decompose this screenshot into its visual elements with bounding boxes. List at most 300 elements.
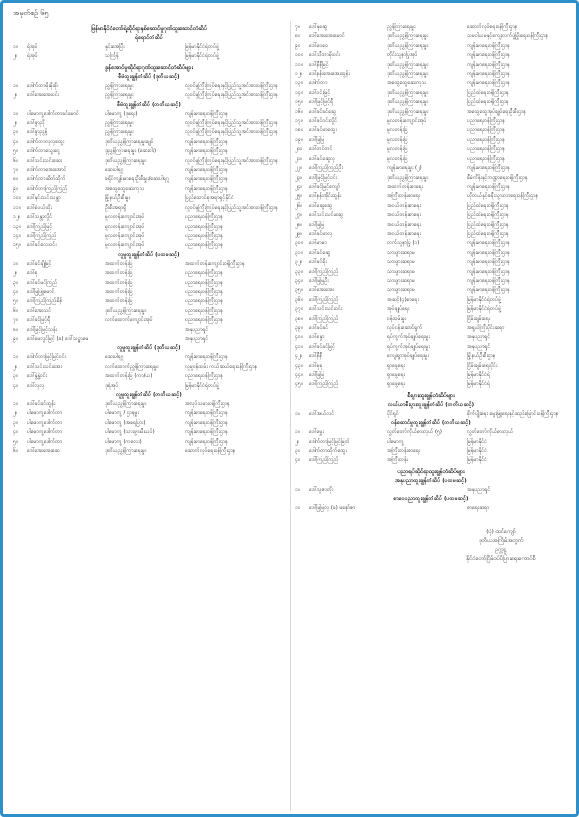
entry-number: ၂။ — [13, 363, 18, 370]
recipient-name: ဒေါ်ကြည်မြင့် — [27, 223, 53, 230]
section-subtitle: လူမှုထူးချွန်တံဆိပ် (ဒုတိယဆင့်) — [117, 345, 181, 352]
entry-number: ၂၃။ — [295, 174, 303, 181]
recipient-position: ရှာဖွေရေး — [387, 381, 406, 388]
recipient-department: အလုပ်သမားဝန်ကြီးဌာန — [185, 401, 230, 407]
recipient-department: ကျန်းမာရေးဝန်ကြီးဌာန — [467, 42, 510, 49]
recipient-position: ရှာဖွေရေး — [387, 362, 406, 369]
recipient-position: ဒုတိယညွှန်ကြားရေးမှူးချုပ် — [105, 138, 154, 145]
award-row — [13, 447, 285, 456]
recipient-department: အထွေထွေအုပ်ချုပ်ရေးဦးစီးဌာန — [467, 108, 526, 115]
award-row — [295, 286, 567, 295]
entry-number: ၃။ — [13, 279, 18, 286]
recipient-department: ဆောက်လုပ်ရေးဝန်ကြီးဌာန — [467, 24, 518, 30]
recipient-department: ဆောက်လုပ်ရေးဝန်ကြီးဌာန — [185, 448, 236, 455]
award-row — [295, 380, 567, 389]
recipient-name: ဒေါ်ခင်စိုး — [309, 259, 327, 266]
recipient-department: ကျန်းမာရေးဝန်ကြီးဌာန — [185, 148, 228, 155]
right-column — [295, 23, 567, 564]
award-row — [13, 428, 285, 437]
award-row — [295, 42, 567, 51]
award-row — [295, 192, 567, 201]
recipient-name: ဒေါ်ခင်ဆွေ — [309, 249, 331, 256]
recipient-department: ပညာရေးဝန်ကြီးဌာန — [185, 242, 223, 249]
entry-number: ၂။ — [13, 92, 18, 99]
recipient-department: ကျန်းမာရေးဝန်ကြီးဌာန — [467, 80, 510, 87]
recipient-position: လုပ်ငန်းဆောင်ရွက် — [387, 325, 423, 331]
recipient-name: ဒေါ်နုဆွေ — [309, 24, 327, 30]
entry-number: ၄၂။ — [295, 353, 303, 360]
recipient-position: မူလတန်းကျောင်းအုပ် — [105, 214, 145, 221]
recipient-name: ဒေါ်အေးအေးမောင် — [309, 33, 345, 40]
recipient-department: စီမံကိန်းနှင့်ဘဏ္ဍာရေးဝန်ကြီးဌာန — [467, 174, 528, 181]
signature-note: ဒုတိယအကြိမ်အတွက် — [478, 537, 524, 544]
entry-number: ၄။ — [13, 138, 18, 145]
award-row — [295, 438, 567, 447]
recipient-name: ပါမောက္ခဒေါက်တာ — [27, 410, 63, 417]
award-row — [295, 32, 567, 41]
recipient-position: ပါမောက္ခ — [387, 438, 404, 445]
recipient-position: ဆေးပါရဂူ — [105, 354, 124, 361]
recipient-name: ဒေါ်သင်းသင်းဝင်း — [309, 306, 343, 313]
award-row — [295, 89, 567, 98]
entry-number: ၂။ — [13, 410, 18, 417]
entry-number: ၃၄။ — [295, 277, 303, 284]
recipient-department: လူမှုဝန်ထမ်း ကယ်ဆယ်ရေးဝန်ကြီးဌာန — [185, 363, 258, 370]
recipient-position — [105, 335, 185, 344]
entry-number: ၂။ — [13, 53, 18, 60]
recipient-department: ပညာရေးဝန်ကြီးဌာန — [467, 118, 505, 125]
award-list — [13, 353, 285, 391]
award-row — [295, 126, 567, 135]
recipient-department: ပြည်ထဲရေးဝန်ကြီးဌာန — [467, 212, 509, 219]
entry-number: ၁၄။ — [295, 89, 303, 96]
award-row — [295, 174, 567, 183]
recipient-name: ဒေါ်မာမာ — [309, 240, 327, 247]
recipient-name: ဒေါ်ခင်ချိုမြင့် — [27, 260, 52, 267]
entry-number: ၃။ — [295, 448, 300, 455]
recipient-department: ပညာရေးဝန်ကြီးဌာန — [185, 232, 223, 239]
award-list — [295, 428, 567, 466]
award-row — [13, 400, 285, 409]
recipient-position: မူလတန်းပြ — [387, 155, 408, 162]
recipient-name: ဒေါက်တာမိုးမိုးစိုး — [27, 82, 59, 89]
recipient-position: မူလတန်းပြ — [387, 146, 408, 153]
recipient-name: ရဲအုပ် — [27, 44, 38, 50]
recipient-name: ဒေါ်ခင်ခင်မြင့် — [309, 343, 335, 350]
entry-number: ၆။ — [13, 448, 18, 455]
recipient-department: အနုပညာရှင် — [185, 326, 209, 333]
award-row — [295, 249, 567, 258]
recipient-name: ဒေါ်နီနီ — [309, 353, 323, 360]
recipient-position: ပါမောက္ခ / ဌာနမှူး — [105, 410, 139, 417]
recipient-department: မြန်မာနိုင်ငံ — [467, 448, 488, 455]
award-row — [13, 147, 285, 156]
recipient-name: ဒေါ်ခင်ခင်ဆွေ — [309, 108, 336, 115]
entry-number: ၃၀။ — [295, 240, 303, 247]
recipient-position: သားဖွားဆရာမ — [387, 249, 415, 256]
entry-number: ၁၁။ — [295, 61, 303, 68]
recipient-name: ဒေါ်အေးအေး — [309, 287, 335, 294]
recipient-name: ဒေါက်တာလှလှထွေး — [27, 138, 65, 145]
recipient-department: ကျန်းမာရေးဝန်ကြီးဌာန — [185, 176, 228, 183]
entry-number: ၂၆။ — [295, 202, 303, 209]
award-row — [13, 241, 285, 250]
recipient-name: ဒေါ်ခင်ခင်ထွန်း — [27, 401, 56, 407]
recipient-name: ဒေါ်သူဇာတိုး — [309, 486, 334, 493]
entry-number: ၁၄။ — [13, 232, 21, 239]
recipient-department: ပညာရေးဝန်ကြီးဌာန — [185, 214, 223, 221]
recipient-position: ပါမောက္ခ (အရေပြား) — [105, 419, 146, 426]
recipient-department: အနုပညာရှင် — [467, 334, 491, 341]
recipient-department: လူဝင်မှုကြီးကြပ်ရေးနှင့်ပြည်သူ့အင်အားဝန်ကြီးဌာန — [185, 120, 278, 127]
entry-number: ၈။ — [13, 326, 18, 333]
entry-number: ၁၂။ — [295, 71, 303, 78]
recipient-name: ဒေါ်သီတာမိုးဝင်း — [309, 52, 341, 59]
section-title: ခွန်အောင်မှုဆိုင်ရာဂုဏ်ထူးဆောင်တံဆိပ်များ — [105, 64, 193, 71]
entry-number: ၃။ — [13, 373, 18, 380]
recipient-position: ဒုညွှန်ကြားရေးမှူး (ဆေးဝါး) — [105, 148, 156, 155]
recipient-department: မြန်မာနိုင်ငံရဲ — [467, 372, 491, 379]
recipient-department: ပညာရေးဝန်ကြီးဌာန — [185, 279, 223, 286]
recipient-department: အနုပညာရှင် — [185, 335, 209, 342]
recipient-department: ကျန်းမာရေးဝန်ကြီးဌာန — [467, 183, 510, 190]
recipient-department: ပြည်ထောင်စုအရာရှင့်နိုင်ငံ — [185, 195, 234, 202]
award-list — [295, 410, 567, 419]
award-row — [295, 70, 567, 79]
recipient-position: ညွှန်ကြားရေးမှူး — [105, 82, 134, 89]
award-row — [295, 456, 567, 465]
recipient-position: ဒုတိယညွှန်ကြားရေးမှူး — [105, 157, 147, 164]
award-row — [295, 136, 567, 145]
entry-number: ၁၃။ — [13, 223, 21, 230]
section-subtitle: ဝန်ဆောင်မှုထူးချွန်တံဆိပ် (တတိယဆင့်) — [391, 420, 471, 427]
entry-number: ၁။ — [295, 410, 300, 417]
entry-number: ၁။ — [13, 110, 18, 117]
entry-number: ၃၅။ — [295, 287, 303, 294]
award-row — [295, 221, 567, 230]
recipient-position: ဒုတိယညွှန်ကြားရေးမှူး — [387, 71, 429, 78]
award-row — [13, 232, 285, 241]
recipient-department: အနုပညာရှင် — [467, 343, 491, 350]
recipient-position: အထက်တန်းပြ — [105, 298, 133, 305]
award-row — [13, 438, 285, 447]
recipient-department: မြန်မာနိုင်ငံရဲတပ်ဖွဲ့ — [185, 44, 220, 50]
entry-number: ၄၅။ — [295, 381, 303, 388]
recipient-position: ညွှန်ကြားရေးမှူး — [105, 120, 134, 127]
award-list — [13, 400, 285, 456]
recipient-name: ဒေါ်လှလှ — [27, 382, 45, 389]
entry-number: ၂၄။ — [295, 183, 303, 190]
recipient-position: ဒုတိယညွှန်ကြားရေးမှူး — [105, 401, 147, 407]
award-list — [13, 82, 285, 101]
recipient-department: မြန်မာနိုင်ငံ — [467, 438, 488, 445]
recipient-department: ပြည်ထဲရေးဝန်ကြီးဌာန — [467, 221, 509, 228]
recipient-department: ကျန်းမာရေးဝန်ကြီးဌာန — [185, 167, 228, 174]
recipient-position: ညွှန်ကြားရေးမှူး — [105, 92, 134, 99]
entry-number: ၁၃။ — [295, 80, 303, 87]
recipient-position: ဒုတိယညွှန်ကြားရေးမှူး — [105, 307, 147, 314]
recipient-name: ဒေါ်အယ်လင် — [309, 410, 335, 417]
recipient-department: ပြည်ထဲရေးဝန်ကြီးဌာန — [467, 99, 509, 106]
entry-number: ၇။ — [13, 317, 18, 324]
recipient-position: တက်သူနာပြု (၁) — [387, 240, 420, 247]
award-row — [13, 194, 285, 203]
recipient-position: မူလတန်းကျောင်းအုပ် — [105, 242, 145, 249]
award-row — [295, 352, 567, 361]
recipient-name: ဒေါက်တာအေးအောင် — [27, 167, 67, 174]
recipient-position — [105, 326, 185, 335]
recipient-name: ဒေါ်ကြည်ကြည်စိန် — [27, 298, 63, 305]
recipient-department: အထက်တန်းကျောင်းဝန်ကြီးဌာန — [185, 260, 245, 267]
entry-number: ၁။ — [295, 486, 300, 493]
award-row — [295, 268, 567, 277]
award-row — [13, 119, 285, 128]
recipient-position: တိုင်းသူနာပြုအုပ် — [387, 52, 418, 59]
recipient-name: ဒေါ်စန္ဒာ — [309, 334, 325, 341]
recipient-name: ဒေါ်ခင်မာလှ — [309, 230, 333, 237]
entry-number: ၃၁။ — [295, 249, 303, 256]
recipient-department: အနုပညာရှင် — [467, 486, 491, 493]
recipient-department: ကျန်းမာရေးဝန်ကြီးဌာန — [467, 240, 510, 247]
award-row — [13, 52, 285, 61]
recipient-position: အုပ်ချုပ်ရေး — [387, 306, 410, 313]
award-row — [13, 82, 285, 91]
recipient-department: ပညာရေးဝန်ကြီးဌာန — [185, 373, 223, 380]
award-row — [295, 362, 567, 371]
recipient-name: ဒေါ်ဆွေဆွေ — [309, 202, 332, 209]
award-row — [13, 204, 285, 213]
recipient-name: ဒေါ်ဝင်းမြင့် — [309, 89, 331, 96]
entry-number: ၁။ — [13, 82, 18, 89]
award-row — [295, 155, 567, 164]
column-divider — [290, 21, 291, 811]
recipient-department: ပညာရေးဝန်ကြီးဌာန — [467, 146, 505, 153]
award-list — [13, 260, 285, 345]
recipient-position: မူလတန်းကျောင်းအုပ် — [105, 232, 145, 239]
recipient-department: ပြည်ထဲရေးဝန်ကြီးဌာန — [467, 230, 509, 237]
award-row — [13, 223, 285, 232]
recipient-name: ဒေါ်ကြည်ကြည် — [309, 457, 339, 464]
entry-number: ၃။ — [13, 419, 18, 426]
entry-number: ၂။ — [13, 120, 18, 127]
recipient-name: ပါမောက္ခဒေါက်တာခင်မောင် — [27, 110, 79, 117]
recipient-position: အငယ်တန်းစာရေး — [387, 230, 421, 237]
recipient-position: ဆေးပါရဂူ — [105, 167, 124, 174]
recipient-department: ပညာရေးဝန်ကြီးဌာန — [467, 155, 505, 162]
recipient-name: ဒေါ်တင်တင် — [309, 146, 333, 153]
recipient-position: အထွေထွေဆေးကုသ — [105, 185, 145, 192]
recipient-name: ဒေါ်ဝေဝေ — [309, 42, 329, 49]
entry-number: ၄၄။ — [295, 372, 303, 379]
recipient-position: လက်ထောက်ညွှန်ကြားရေးမှူး — [105, 363, 159, 370]
recipient-position: နှင်းအေပြီး — [105, 44, 125, 50]
recipient-name: ဒေါ်စုစု — [309, 362, 323, 369]
recipient-department: စိုက်ပျိုးရေး မွေးမြူရေးနှင့်ဆည်မြောင်းဝန်ကြီးဌာန — [467, 410, 559, 417]
award-row — [13, 353, 285, 362]
recipient-position: ကျန်းမာရေးမှူး (၂) — [387, 165, 422, 172]
section-title: ပညာရပ်ဆိုင်ရာထူးချွန်တံဆိပ်များ — [397, 468, 465, 475]
entry-number: ၁၉။ — [295, 136, 303, 143]
recipient-name: ဒေါ်သန္တာလှိုင် — [27, 214, 53, 221]
entry-number: ၃၇။ — [295, 306, 303, 313]
entry-number: ၁၅။ — [295, 99, 303, 106]
recipient-position: ဦးစီးအရာရှိ — [105, 204, 127, 211]
recipient-position: ညွှန်ကြားရေးမှူး — [387, 24, 416, 30]
recipient-name: ဒေါ်နန်းအိုင်းထွန်း — [309, 193, 342, 200]
page-label: အမှတ်စဉ် ၆၅ — [13, 9, 49, 17]
award-list — [295, 504, 567, 513]
award-row — [295, 239, 567, 248]
recipient-position: လွှတ်တော်ကိုယ်စားလှယ် (၅) — [387, 429, 442, 436]
recipient-department: ပညာရေးဝန်ကြီးဌာန — [467, 136, 505, 143]
recipient-position: အဆင့်(၄)စာရေး — [387, 296, 419, 303]
recipient-name: ဒေါက်တာသွေးငွေ — [27, 148, 61, 155]
recipient-position: လက်ထောက်ကျောင်းအုပ် — [105, 317, 153, 324]
section-subtitle: အနုပညာထူးချွန်တံဆိပ် (ပထမဆင့်) — [395, 477, 467, 484]
recipient-position: သားဖွားဆရာမ — [387, 268, 415, 275]
recipient-name: ဒေါက်တာကြည်ကြည် — [27, 185, 68, 192]
recipient-position: ဒုတိယညွှန်ကြားရေးမှူး — [387, 108, 429, 115]
recipient-name: ဒေါ်အေးအေးဝင်း — [27, 92, 60, 99]
recipient-position: အငယ်တန်းစာရေး — [387, 212, 421, 219]
section-title: စီးပွားထူးချွန်တံဆိပ်များ — [407, 392, 455, 399]
award-list — [295, 486, 567, 495]
recipient-position: သားဖွားဆရာမ — [387, 259, 415, 266]
award-row — [13, 185, 285, 194]
award-row — [295, 145, 567, 154]
recipient-position — [387, 504, 467, 513]
entry-number: ၁၆။ — [295, 108, 303, 115]
signature-organization: နိုင်ငံတော်ငြိမ်ဝပ်ပိပြားရေးကောင်စီ — [466, 555, 536, 562]
recipient-name: ဒေါ်ခင်မြင့်ကျော် — [309, 183, 341, 190]
recipient-position: အထက်တန်းပြ — [105, 260, 133, 267]
award-row — [295, 117, 567, 126]
award-row — [295, 108, 567, 117]
entry-number: ၂၅။ — [295, 193, 303, 200]
entry-number: ၁၅။ — [13, 242, 21, 249]
entry-number: ၆။ — [13, 307, 18, 314]
recipient-position: ပါမောက္ခ (ကလေး) — [105, 438, 142, 445]
entry-number: ၁။ — [13, 354, 18, 361]
entry-number: ၅။ — [13, 298, 18, 305]
recipient-position: အထွေထွေဆေးကုသ — [387, 80, 427, 87]
award-row — [295, 324, 567, 333]
recipient-department: သမဝါယမနှင့်ကျေးလက်ဖွံ့ဖြိုးရေးဝန်ကြီးဌာန — [467, 33, 549, 40]
recipient-department: ပညာရေးဝန်ကြီးဌာန — [185, 223, 223, 230]
recipient-department: ကျန်းမာရေးဝန်ကြီးဌာန — [467, 277, 510, 284]
recipient-department: ကျန်းမာရေးဝန်ကြီးဌာန — [185, 419, 228, 426]
entry-number: ၂၂။ — [295, 165, 302, 172]
award-row — [295, 79, 567, 88]
recipient-department: လူဝင်မှုကြီးကြပ်ရေးနှင့်ပြည်သူ့အင်အားဝန်ကြီးဌာန — [185, 204, 278, 211]
award-row — [295, 296, 567, 305]
entry-number: ၉။ — [13, 185, 18, 192]
recipient-position: ဒုရဲအုပ် — [105, 382, 119, 389]
award-row — [295, 486, 567, 495]
entry-number: ၆။ — [13, 157, 18, 164]
recipient-name: ဒေါ်မြမြ — [309, 221, 325, 228]
entry-number: ၃၂။ — [295, 259, 303, 266]
recipient-name: ဒေါ်နွဲ့နွဲ့ဝင်း — [27, 373, 48, 380]
award-row — [13, 297, 285, 306]
entry-number: ၁၀။ — [295, 52, 303, 59]
recipient-department: မြို့နယ်ဦးစီးဌာန — [467, 353, 496, 360]
award-row — [13, 382, 285, 391]
recipient-position: ဒုတိယညွှန်ကြားရေးမှူး — [387, 89, 429, 96]
entry-number: ၃၃။ — [295, 268, 303, 275]
recipient-department: ကျန်းမာရေးဝန်ကြီးဌာန — [467, 61, 510, 68]
entry-number: ၅။ — [13, 148, 18, 155]
recipient-position: မူလတန်းကျောင်းအုပ် — [105, 223, 145, 230]
award-row — [13, 110, 285, 119]
recipient-name: ဒေါ်ကြည်ကြည် — [309, 315, 339, 322]
recipient-name: ဒေါ်မြဖြူမောင် — [27, 288, 55, 295]
recipient-name: ဒေါ်ခင်မင်ကြည် — [27, 279, 58, 286]
recipient-department: မြန်မာနိုင်ငံ — [467, 457, 488, 464]
recipient-department: ကျန်းမာရေးဝန်ကြီးဌာန — [467, 287, 510, 294]
recipient-position: ဒုတိယညွှန်ကြားရေးမှူး — [387, 33, 429, 40]
recipient-position: ဒုတိယညွှန်ကြားရေးမှူး — [105, 448, 147, 455]
recipient-name: ဒေါ်ခင်ဝင်းလှိုင် — [309, 118, 338, 125]
entry-number: ၂၈။ — [295, 221, 303, 228]
recipient-department: ပညာရေးဝန်ကြီးဌာန — [185, 317, 223, 324]
recipient-position: ဝန်ထမ်းမှူး — [387, 315, 407, 322]
recipient-position: ကျေးရွာအုပ်ချုပ်ရေးမှူး — [387, 353, 429, 360]
recipient-department: ကျန်းမာရေးဝန်ကြီးဌာန — [467, 259, 510, 266]
recipient-name: ဒေါက်တာထိုက်ထွေး — [309, 448, 347, 455]
award-row — [295, 258, 567, 267]
recipient-name: ဒေါ်နီနီမြင့် — [309, 61, 329, 68]
award-list — [13, 110, 285, 251]
recipient-name: ဒေါ်စံပယ်ထိုး — [27, 204, 52, 211]
recipient-department: လွှတ်တော်ကိုယ်စားလှယ် — [467, 429, 514, 436]
section-subtitle: ရဲရောင်တံဆိပ် — [135, 35, 163, 41]
recipient-department: အရွယ်ကြီးပိုင်းဆရာ — [467, 325, 505, 331]
award-row — [295, 202, 567, 211]
award-row — [295, 211, 567, 220]
recipient-name: ဒေါ်သင်းသင်းအေး — [27, 363, 62, 370]
entry-number: ၂၁။ — [295, 155, 303, 162]
award-row — [13, 419, 285, 428]
entry-number: ၈။ — [295, 33, 300, 40]
recipient-position: ရှာဖွေရေး — [387, 372, 406, 379]
entry-number: ၁၂။ — [13, 214, 21, 221]
recipient-name: ဒေါ်ကြည်ကြည် — [27, 232, 57, 239]
award-list — [13, 43, 285, 62]
award-row — [295, 61, 567, 70]
entry-number: ၃၆။ — [295, 296, 303, 303]
recipient-name: ဒေါ်ခင်မြင့်ရီ — [27, 317, 51, 324]
entry-number: ၄၃။ — [295, 362, 303, 369]
award-row — [295, 230, 567, 239]
recipient-position: မြို့နယ်ဦးစီးမှူး — [105, 195, 131, 202]
award-list — [295, 23, 567, 390]
recipient-department: ကျန်းမာရေးဝန်ကြီးဌာန — [185, 410, 228, 417]
entry-number: ၁၀။ — [13, 195, 21, 202]
recipient-position: အကြီးတန်း — [387, 457, 409, 464]
recipient-department: ကျန်းမာရေးဝန်ကြီးဌာန — [467, 268, 510, 275]
entry-number: ၁။ — [295, 429, 300, 436]
recipient-name: ဒေါ်ခင်လေးဝင်း — [27, 242, 57, 249]
recipient-name: ဒေါ်ကြည်ကြည် — [309, 268, 339, 275]
recipient-position: အထက်တန်းပြ — [105, 279, 133, 286]
award-row — [295, 277, 567, 286]
entry-number: ၃၈။ — [295, 315, 303, 322]
award-row — [13, 260, 285, 269]
award-row — [295, 305, 567, 314]
entry-number: ၁။ — [13, 260, 18, 267]
signature-name: (ပုံ) ထင်ကျော် — [486, 528, 516, 535]
